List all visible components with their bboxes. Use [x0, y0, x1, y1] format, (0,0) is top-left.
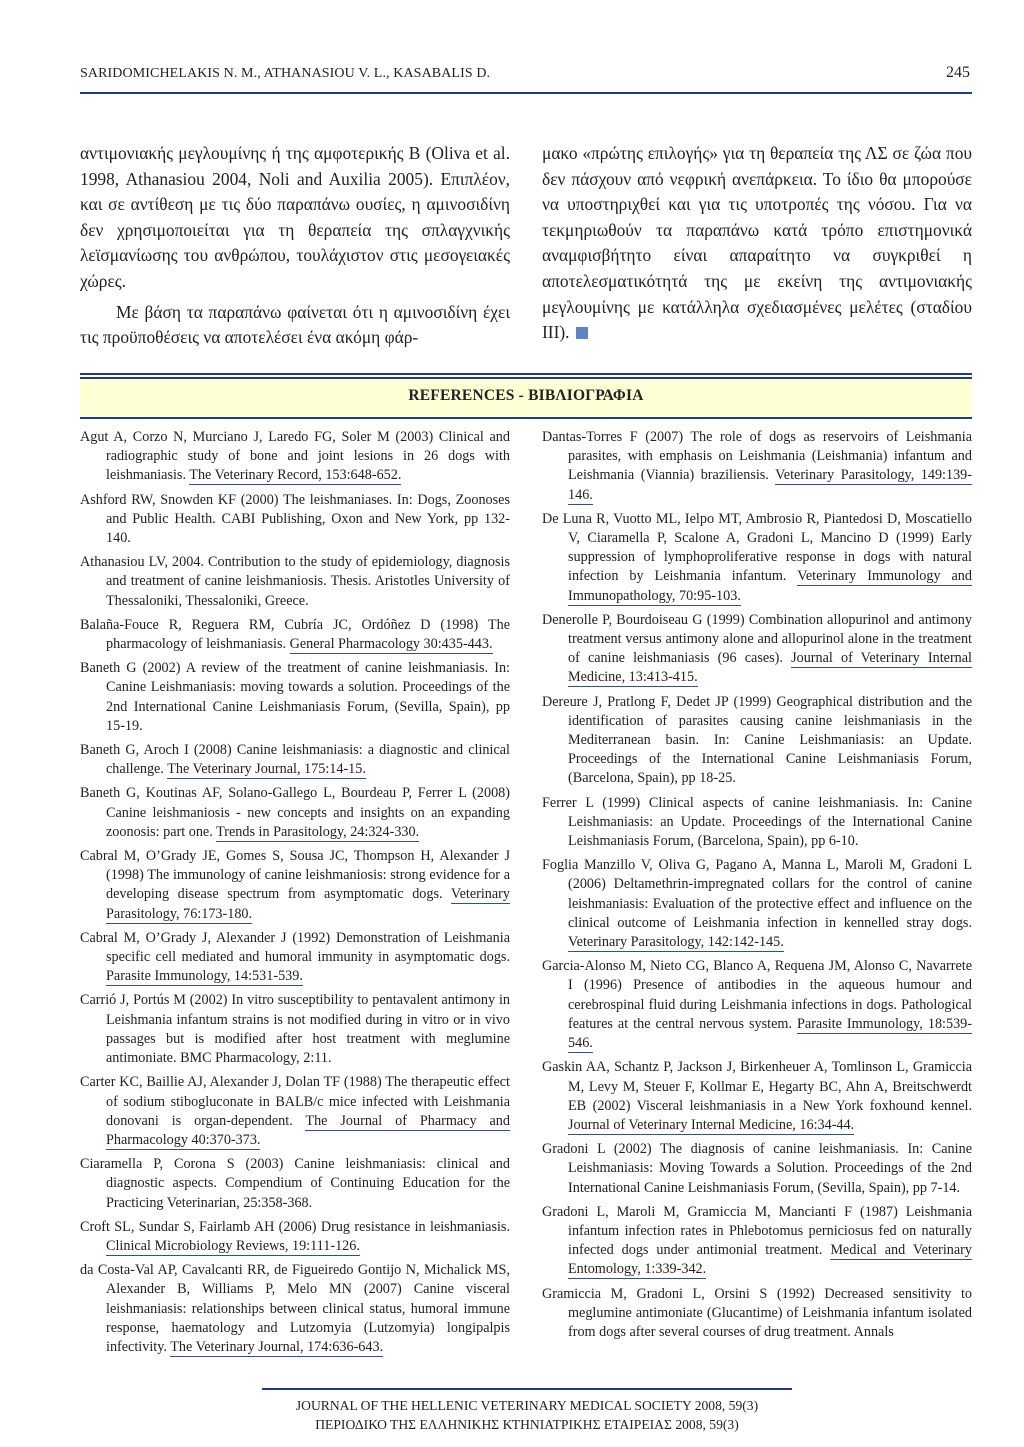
reference-journal-link[interactable]: Trends in Parasitology, 24:324-330.	[216, 823, 420, 840]
reference-entry	[80, 1218, 510, 1256]
reference-journal-link[interactable]: The Journal of Pharmacy and Pharmacology 40:370-373.	[106, 1112, 510, 1148]
reference-entry	[542, 957, 972, 1053]
reference-text: Balaña-Fouce R, Reguera RM, Cubría JC, Ordóñez D (1998) The pharmacology of leishmaniasis.	[80, 616, 510, 653]
body-column-left	[80, 141, 510, 351]
reference-journal-link[interactable]: Veterinary Immunology and Immunopathology, 70:95-103.	[568, 568, 972, 604]
reference-text: Carter KC, Baillie AJ, Alexander J, Dolan TF (1988) The therapeutic effect of sodium stibogluconate in BALB/c mice infected with Leishmania donovani is organ-dependent.	[80, 1074, 510, 1129]
reference-journal-link[interactable]: Journal of Veterinary Internal Medicine, 13:413-415.	[568, 650, 973, 686]
reference-entry	[80, 1073, 510, 1150]
reference-text: Croft SL, Sundar S, Fairlamb AH (2006) Drug resistance in leishmaniasis.	[80, 1218, 510, 1235]
reference-journal-link[interactable]: Veterinary Parasitology, 142:142-145.	[568, 934, 784, 951]
body-column-right	[542, 141, 972, 346]
reference-entry	[542, 856, 972, 952]
reference-text: da Costa-Val AP, Cavalcanti RR, de Figueiredo Gontijo N, Michalick MS, Alexander B, Williams P, Melo MN (2007) Canine visceral leishmaniasis: relationships between clinical status, humoral immune response, haematology and Lutzomyia (Lutzomyia) longipalpis infectivity.	[80, 1262, 510, 1355]
reference-text: De Luna R, Vuotto ML, Ielpo MT, Ambrosio R, Piantedosi D, Moscatiello V, Ciaramella P, Scalone A, Gradoni L, Mancino D (1999) Early suppression of lymphoproliferative response in dogs with natural infection by Leishmania infantum.	[542, 510, 972, 585]
reference-entry	[542, 611, 972, 688]
body-paragraph	[542, 141, 972, 346]
reference-entry	[542, 428, 972, 505]
body-paragraph: Με βάση τα παραπάνω φαίνεται ότι η αμινοσιδίνη έχει τις προϋποθέσεις να αποτελέσει ένα ακόμη φάρ-	[80, 301, 510, 348]
reference-text: Ciaramella P, Corona S (2003) Canine leishmaniasis: clinical and diagnostic aspects. Compendium of Continuing Education for the Practicing Veterinarian, 25:358-368.	[80, 1156, 510, 1211]
reference-entry	[542, 1285, 972, 1343]
reference-journal-link[interactable]: Clinical Microbiology Reviews, 19:111-126.	[106, 1237, 360, 1254]
reference-text: Cabral M, O’Grady J, Alexander J (1992) Demonstration of Leishmania specific cell mediated and humoral immunity in asymptomatic dogs.	[80, 929, 510, 966]
reference-entry	[80, 659, 510, 736]
reference-text: Garcia-Alonso M, Nieto CG, Blanco A, Requena JM, Alonso C, Navarrete I (1996) Presence of antibodies in the aqueous humour and cerebrospinal fluid during Leishmania infections in dogs. Pathological features at the central nervous system.	[542, 958, 972, 1032]
reference-entry	[80, 428, 510, 486]
reference-entry	[542, 1203, 972, 1280]
body-paragraph-text: μακο «πρώτης επιλογής» για τη θεραπεία της ΛΣ σε ζώα που δεν πάσχουν από νεφρική ανεπάρκεια. Το ίδιο θα μπορούσε να υποστηριχθεί και για τις υποτροπές της νόσου. Για να τεκμηριωθούν τα παραπάνω κατά τρόπο επιστημονικά αναμφισβήτητο είναι απαραίτητο να συγκριθεί η αποτελεσματικότητά της με εκείνη της αντιμονιακής μεγλουμίνης με κατάλληλα σχεδιασμένες μελέτες (σταδίου ΙΙΙ).	[542, 143, 972, 343]
reference-entry	[542, 1058, 972, 1135]
reference-entry	[80, 616, 510, 654]
reference-entry	[542, 794, 972, 852]
reference-entry	[80, 991, 510, 1068]
reference-journal-link[interactable]: The Veterinary Journal, 175:14-15.	[167, 761, 366, 778]
reference-journal-link[interactable]: Parasite Immunology, 18:539-546.	[568, 1015, 972, 1052]
journal-footer	[262, 1388, 792, 1446]
reference-text: Denerolle P, Bourdoiseau G (1999) Combination allopurinol and antimony treatment versus antimony alone and allopurinol alone in the treatment of canine leishmaniasis (96 cases).	[542, 611, 972, 667]
reference-text: Gradoni L, Maroli M, Gramiccia M, Mancianti F (1987) Leishmania infantum infection rates in Phlebotomus perniciosus fed on naturally infected dogs under antimonial treatment.	[542, 1203, 972, 1259]
reference-text: Gradoni L (2002) The diagnosis of canine leishmaniasis. In: Canine Leishmaniasis: Moving Towards a Solution. Proceedings of the 2nd International Canine Leishmaniasis Forum, (Sevilla, Spain), pp 7-14.	[542, 1141, 972, 1196]
reference-text: Baneth G, Koutinas AF, Solano-Gallego L, Bourdeau P, Ferrer L (2008) Canine leishmaniosis - new concepts and insights on an expanding zoonosis: part one.	[80, 785, 510, 840]
page-number: 245	[946, 64, 970, 81]
reference-text: Gramiccia M, Gradoni L, Orsini S (1992) Decreased sensitivity to meglumine antimoniate (Glucantime) of Leishmania infantum isolated from dogs after several courses of drug treatment. Annals	[542, 1285, 972, 1340]
reference-journal-link[interactable]: Veterinary Parasitology, 76:173-180.	[106, 886, 510, 922]
reference-text: Ferrer L (1999) Clinical aspects of canine leishmaniasis. In: Canine Leishmaniasis: an Update. Proceedings of the International Canine Leishmaniasis Forum, (Barcelona, Spain), pp 6-10.	[542, 794, 972, 850]
reference-text: Gaskin AA, Schantz P, Jackson J, Birkenheuer A, Tomlinson L, Gramiccia M, Levy M, Steuer F, Kollmar E, Hegarty BC, Ahn A, Breitschwerdt EB (2002) Visceral leishmaniasis in a New York foxhound kennel.	[542, 1059, 972, 1114]
reference-entry	[80, 1261, 510, 1357]
reference-entry	[80, 741, 510, 779]
reference-text: Carrió J, Portús M (2002) In vitro susceptibility to pentavalent antimony in Leishmania infantum strains is not modified during in vitro or in vivo passages but is modified after host treatment with meglumine antimoniate. BMC Pharmacology, 2:11.	[80, 992, 510, 1067]
reference-entry	[80, 553, 510, 611]
references-column-right	[542, 428, 972, 1347]
reference-entry	[80, 784, 510, 842]
reference-text: Cabral M, O’Grady JE, Gomes S, Sousa JC, Thompson H, Alexander J (1998) The immunology of canine leishmaniosis: strong evidence for a developing disease spectrum from asymptomatic dogs.	[80, 848, 510, 903]
references-band	[80, 373, 972, 419]
end-of-article-square-icon	[576, 327, 588, 339]
reference-text: Athanasiou LV, 2004. Contribution to the study of epidemiology, diagnosis and treatment of canine leishmaniosis. Thesis. Aristotles University of Thessaloniki, Thessaloniki, Greece.	[80, 554, 510, 609]
reference-entry	[542, 1140, 972, 1198]
reference-text: Baneth G, Aroch I (2008) Canine leishmaniasis: a diagnostic and clinical challenge.	[80, 742, 510, 778]
reference-text: Ashford RW, Snowden KF (2000) The leishmaniases. In: Dogs, Zoonoses and Public Health. CABI Publishing, Oxon and New York, pp 132-140.	[80, 491, 510, 547]
running-header	[80, 62, 972, 94]
reference-entry	[80, 847, 510, 924]
reference-journal-link[interactable]: Veterinary Parasitology, 149:139-146.	[568, 467, 972, 503]
running-authors: SARIDOMICHELAKIS N. M., ATHANASIOU V. L., KASABALIS D.	[80, 66, 491, 81]
reference-entry	[80, 1155, 510, 1213]
references-column-left	[80, 428, 510, 1362]
reference-entry	[542, 510, 972, 606]
body-paragraph: αντιμονιακής μεγλουμίνης ή της αμφοτερικής Β (Oliva et al. 1998, Athanasiou 2004, Noli and Auxilia 2005). Επιπλέον, και σε αντίθεση με τις δύο παραπάνω ουσίες, η αμινοσιδίνη δεν χρησιμοποιείται για τη θεραπεία της σπλαγχνικής λεϊσμανίωσης του ανθρώπου, τουλάχιστον στις μεσογειακές χώρες.	[80, 143, 510, 291]
reference-text: Agut A, Corzo N, Murciano J, Laredo FG, Soler M (2003) Clinical and radiographic study of bone and joint lesions in 26 dogs with leishmaniasis.	[80, 429, 510, 484]
footer-line-english: JOURNAL OF THE HELLENIC VETERINARY MEDICAL SOCIETY 2008, 59(3)	[295, 1398, 759, 1413]
reference-entry	[80, 491, 510, 549]
reference-journal-link[interactable]: Journal of Veterinary Internal Medicine, 16:34-44.	[568, 1116, 855, 1133]
reference-journal-link[interactable]: Medical and Veterinary Entomology, 1:339-342.	[568, 1242, 972, 1278]
reference-text: Dantas-Torres F (2007) The role of dogs as reservoirs of Leishmania parasites, with emphasis on Leishmania (Leishmania) infantum and Leishmania (Viannia) braziliensis.	[542, 429, 972, 484]
references-title: REFERENCES - ΒΙΒΛΙΟΓΡΑΦΙΑ	[408, 387, 644, 404]
reference-journal-link[interactable]: Parasite Immunology, 14:531-539.	[106, 968, 303, 985]
reference-entry	[80, 929, 510, 987]
footer-line-greek: ΠΕΡΙΟΔΙΚΟ ΤΗΣ ΕΛΛΗΝΙΚΗΣ ΚΤΗΝΙΑΤΡΙΚΗΣ ΕΤΑΙΡΕΙΑΣ 2008, 59(3)	[315, 1417, 739, 1432]
reference-journal-link[interactable]: The Veterinary Journal, 174:636-643.	[170, 1338, 384, 1355]
reference-entry	[542, 693, 972, 789]
reference-journal-link[interactable]: General Pharmacology 30:435-443.	[289, 636, 493, 653]
reference-text: Baneth G (2002) A review of the treatment of canine leishmaniasis. In: Canine Leishmaniasis: moving towards a solution. Proceedings of the 2nd International Canine Leishmaniasis Forum, (Sevilla, Spain), pp 15-19.	[80, 660, 510, 734]
reference-text: Dereure J, Pratlong F, Dedet JP (1999) Geographical distribution and the identification of parasites causing canine leishmaniasis in the Mediterranean basin. In: Canine Leishmaniasis: an Update. Proceedings of the International Canine Leishmaniasis Forum, (Barcelona, Spain), pp 18-25.	[542, 693, 972, 787]
reference-text: Foglia Manzillo V, Oliva G, Pagano A, Manna L, Maroli M, Gradoni L (2006) Deltamethrin-impregnated collars for the control of canine leishmaniasis: Evaluation of the protective effect and influence on the clinical outcome of Leishmania infection in kennelled stray dogs.	[542, 857, 972, 931]
reference-journal-link[interactable]: The Veterinary Record, 153:648-652.	[189, 467, 402, 484]
